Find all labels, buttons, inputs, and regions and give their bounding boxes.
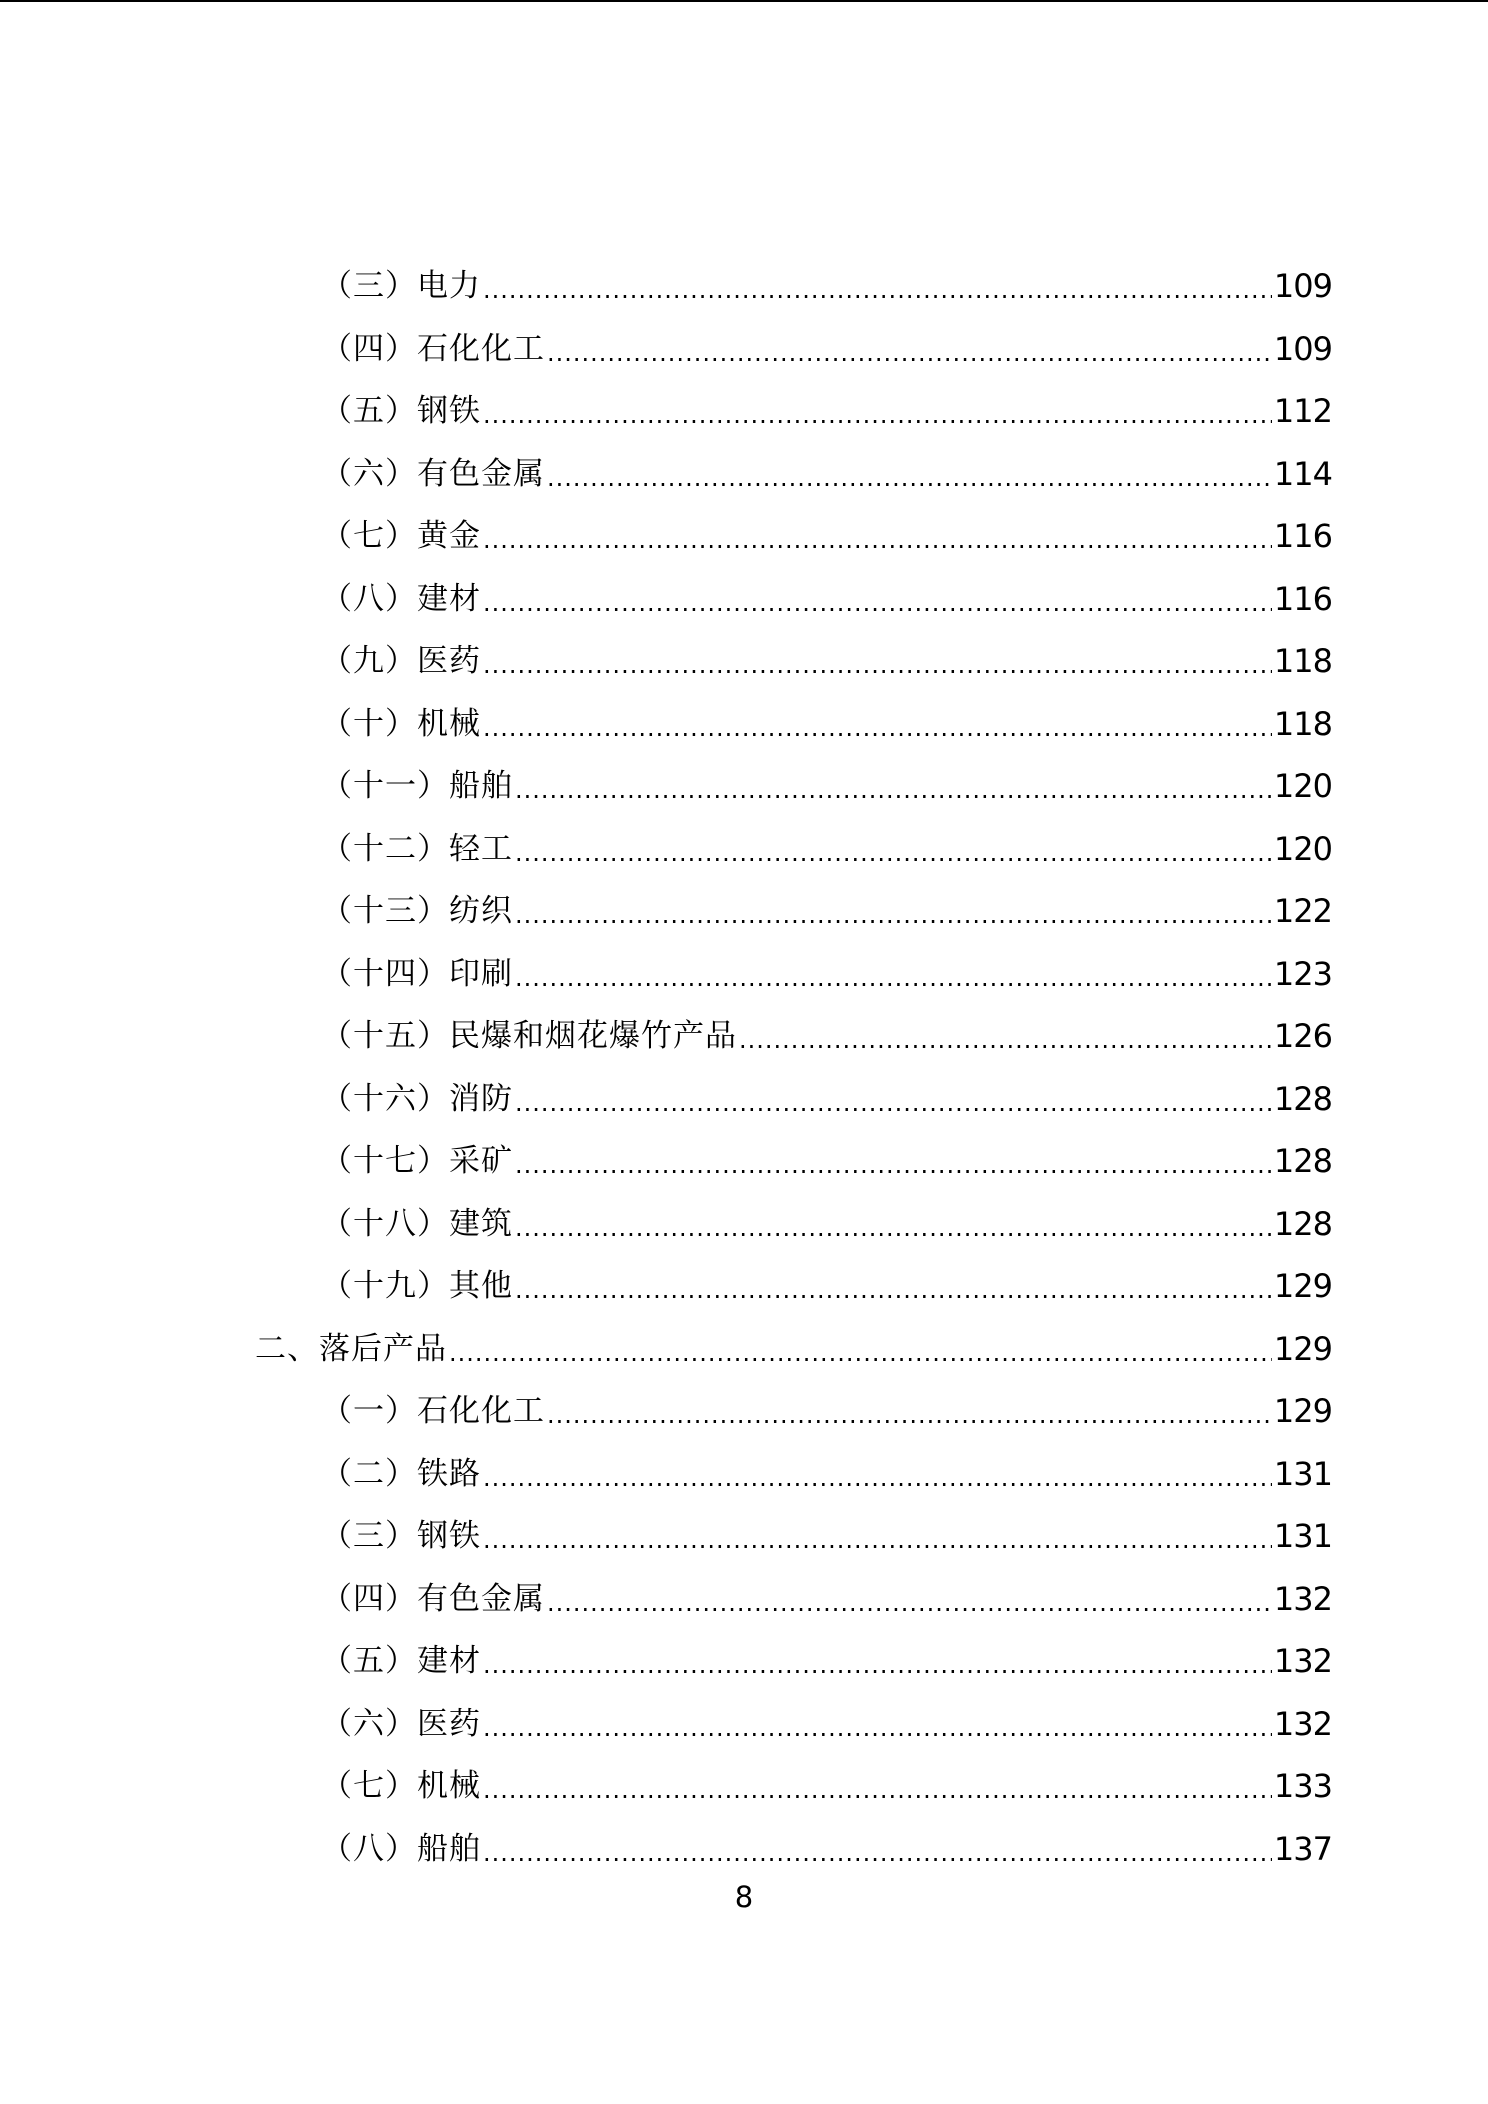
toc-entry-page: 123	[1273, 955, 1332, 993]
toc-entry[interactable]	[321, 264, 1332, 308]
toc-dot-leader	[515, 1147, 1272, 1183]
toc-section-heading[interactable]	[255, 1327, 1332, 1371]
toc-entry[interactable]	[321, 1077, 1332, 1121]
toc-dot-leader	[449, 1335, 1272, 1371]
toc-entry[interactable]	[321, 639, 1332, 683]
toc-entry-page: 137	[1273, 1830, 1332, 1868]
toc-dot-leader	[515, 960, 1272, 996]
toc-entry[interactable]	[321, 1514, 1332, 1558]
toc-entry-page: 126	[1273, 1017, 1332, 1055]
toc-entry[interactable]	[321, 764, 1332, 808]
toc-entry-label: （六）医药	[321, 1706, 481, 1742]
toc-dot-leader	[515, 835, 1272, 871]
toc-dot-leader	[483, 522, 1272, 558]
toc-entry-page: 128	[1273, 1205, 1332, 1243]
toc-dot-leader	[739, 1022, 1272, 1058]
toc-entry-page: 131	[1273, 1455, 1332, 1493]
toc-entry[interactable]	[321, 1139, 1332, 1183]
toc-entry-page: 118	[1273, 642, 1332, 680]
toc-entry-label: （十七）采矿	[321, 1143, 513, 1179]
toc-dot-leader	[483, 647, 1272, 683]
toc-entry-page: 128	[1273, 1142, 1332, 1180]
toc-entry-label: （十二）轻工	[321, 831, 513, 867]
toc-entry-page: 109	[1273, 267, 1332, 305]
toc-entry[interactable]	[321, 1452, 1332, 1496]
toc-dot-leader	[547, 460, 1272, 496]
toc-entry-label: （二）铁路	[321, 1456, 481, 1492]
toc-entry-label: （四）石化化工	[321, 331, 545, 367]
toc-dot-leader	[547, 335, 1272, 371]
toc-entry-page: 132	[1273, 1705, 1332, 1743]
toc-dot-leader	[483, 397, 1272, 433]
toc-entry[interactable]	[321, 952, 1332, 996]
toc-entry[interactable]	[321, 1202, 1332, 1246]
toc-entry-label: （七）机械	[321, 1768, 481, 1804]
toc-entry[interactable]	[321, 1577, 1332, 1621]
toc-entry[interactable]	[321, 452, 1332, 496]
toc-entry[interactable]	[321, 1014, 1332, 1058]
toc-entry[interactable]	[321, 1389, 1332, 1433]
toc-entry[interactable]	[321, 1702, 1332, 1746]
toc-entry-label: （十五）民爆和烟花爆竹产品	[321, 1018, 737, 1054]
toc-entry-page: 112	[1273, 392, 1332, 430]
toc-entry-label: （六）有色金属	[321, 456, 545, 492]
toc-entry-page: 114	[1273, 455, 1332, 493]
toc-entry-label: （一）石化化工	[321, 1393, 545, 1429]
toc-entry-page: 132	[1273, 1642, 1332, 1680]
toc-dot-leader	[483, 272, 1272, 308]
toc-entry-page: 109	[1273, 330, 1332, 368]
toc-dot-leader	[483, 585, 1272, 621]
toc-entry-label: （三）钢铁	[321, 1518, 481, 1554]
toc-entry-page: 120	[1273, 830, 1332, 868]
toc-entry-label: 二、落后产品	[255, 1331, 447, 1367]
toc-entry-page: 120	[1273, 767, 1332, 805]
toc-dot-leader	[515, 897, 1272, 933]
toc-entry[interactable]	[321, 327, 1332, 371]
toc-dot-leader	[483, 1772, 1272, 1808]
toc-entry[interactable]	[321, 389, 1332, 433]
toc-entry-page: 129	[1273, 1330, 1332, 1368]
toc-dot-leader	[483, 1522, 1272, 1558]
toc-entry-label: （八）船舶	[321, 1831, 481, 1867]
toc-dot-leader	[515, 772, 1272, 808]
toc-dot-leader	[547, 1397, 1272, 1433]
toc-entry[interactable]	[321, 827, 1332, 871]
toc-entry-page: 129	[1273, 1392, 1332, 1430]
toc-entry-label: （五）钢铁	[321, 393, 481, 429]
toc-entry-page: 129	[1273, 1267, 1332, 1305]
toc-entry[interactable]	[321, 702, 1332, 746]
toc-dot-leader	[483, 710, 1272, 746]
toc-entry-label: （四）有色金属	[321, 1581, 545, 1617]
toc-entry-label: （七）黄金	[321, 518, 481, 554]
toc-entry-page: 132	[1273, 1580, 1332, 1618]
toc-entry[interactable]	[321, 889, 1332, 933]
toc-entry[interactable]	[321, 1639, 1332, 1683]
toc-dot-leader	[547, 1585, 1272, 1621]
toc-entry-page: 131	[1273, 1517, 1332, 1555]
toc-entry-label: （八）建材	[321, 581, 481, 617]
toc-dot-leader	[483, 1835, 1272, 1871]
toc-entry[interactable]	[321, 1264, 1332, 1308]
toc-dot-leader	[515, 1272, 1272, 1308]
toc-entry-page: 118	[1273, 705, 1332, 743]
toc-entry-page: 122	[1273, 892, 1332, 930]
toc-entry-label: （三）电力	[321, 268, 481, 304]
toc-entry[interactable]	[321, 1764, 1332, 1808]
toc-dot-leader	[515, 1085, 1272, 1121]
toc-entry[interactable]	[321, 577, 1332, 621]
toc-entry-page: 116	[1273, 580, 1332, 618]
toc-entry[interactable]	[321, 1827, 1332, 1871]
toc-dot-leader	[483, 1647, 1272, 1683]
toc-dot-leader	[483, 1710, 1272, 1746]
toc-entry-label: （十四）印刷	[321, 956, 513, 992]
toc-entry-label: （十一）船舶	[321, 768, 513, 804]
page-number: 8	[734, 1880, 754, 1914]
toc-entry-page: 133	[1273, 1767, 1332, 1805]
toc-entry-label: （十八）建筑	[321, 1206, 513, 1242]
toc-entry-label: （九）医药	[321, 643, 481, 679]
toc-dot-leader	[515, 1210, 1272, 1246]
toc-entry-page: 128	[1273, 1080, 1332, 1118]
toc-entry-label: （十六）消防	[321, 1081, 513, 1117]
toc-entry-page: 116	[1273, 517, 1332, 555]
toc-entry[interactable]	[321, 514, 1332, 558]
toc-entry-label: （十九）其他	[321, 1268, 513, 1304]
toc-dot-leader	[483, 1460, 1272, 1496]
toc-entry-label: （十三）纺织	[321, 893, 513, 929]
toc-entry-label: （五）建材	[321, 1643, 481, 1679]
toc-entry-label: （十）机械	[321, 706, 481, 742]
